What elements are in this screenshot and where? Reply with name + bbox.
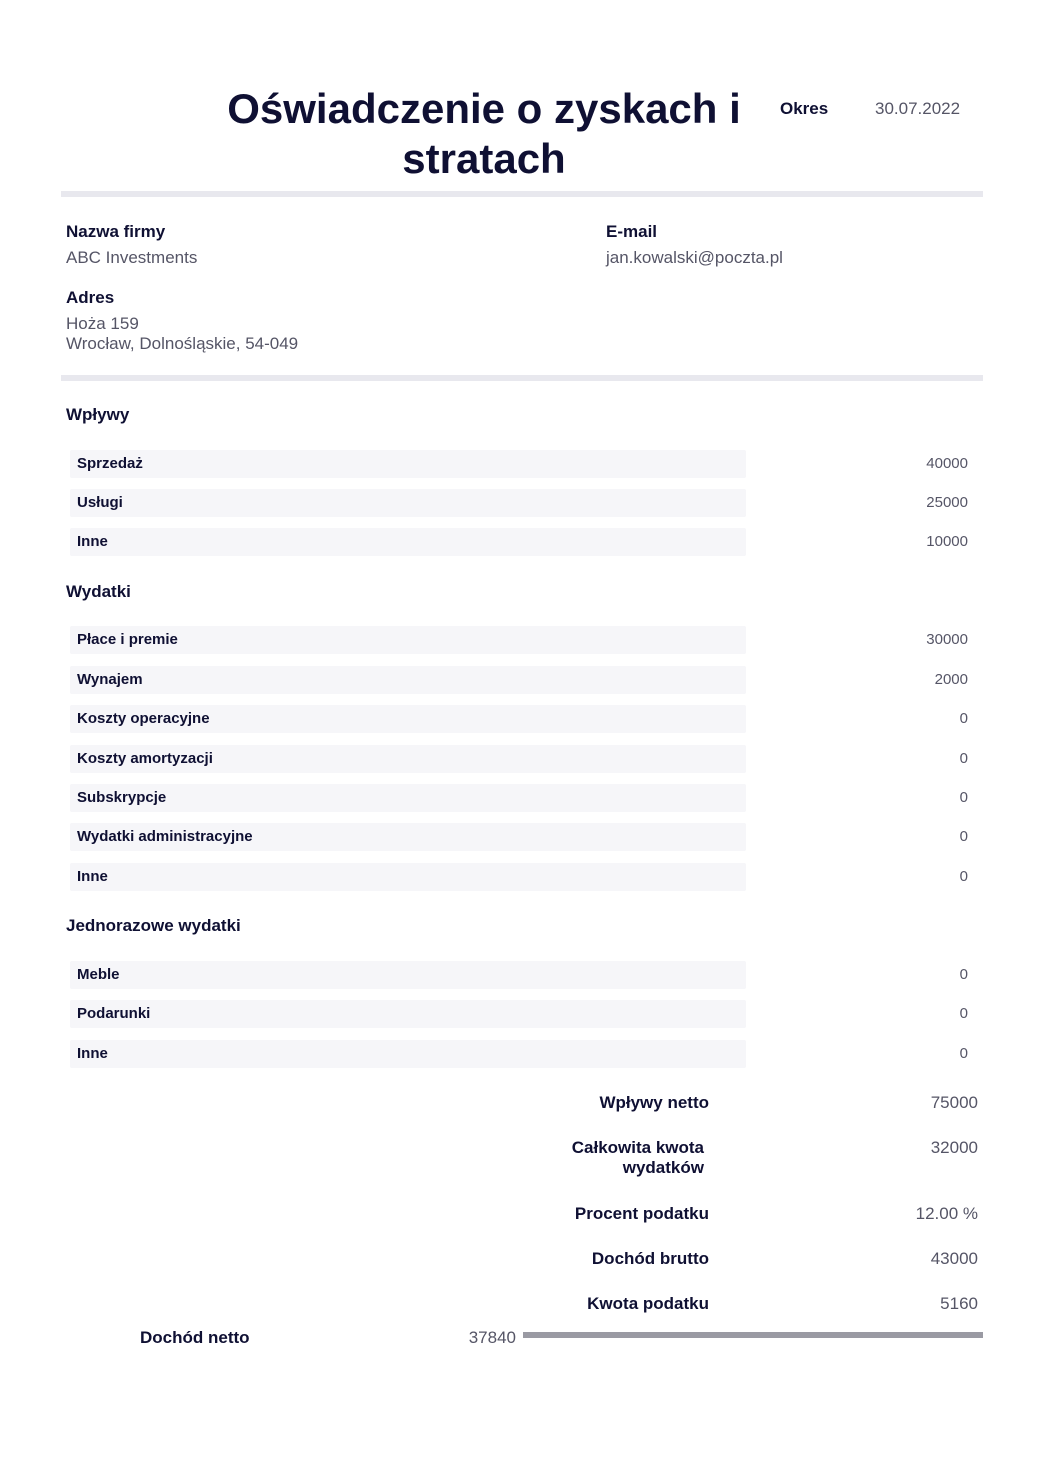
net-income-value: 75000 [930,1093,978,1112]
row-label: Koszty operacyjne [77,710,210,727]
company-divider [61,375,983,381]
period-value: 30.07.2022 [875,99,961,118]
address-line1: Hoża 159 [66,314,139,333]
address-line2: Wrocław, Dolnośląskie, 54-049 [66,334,299,353]
row-value: 0 [959,828,968,845]
gross-income-value: 43000 [930,1249,978,1268]
total-expenses-value: 32000 [930,1138,978,1157]
total-expenses-label-line1: Całkowita kwota [571,1138,704,1157]
period-label: Okres [780,99,829,118]
list-item [70,528,746,556]
row-label: Koszty amortyzacji [77,750,213,767]
one-time-section-title: Jednorazowe wydatki [66,916,241,935]
row-value: 0 [959,1005,968,1022]
list-item [70,489,746,517]
row-value: 0 [959,1045,968,1062]
row-value: 10000 [926,533,968,550]
page-title: Oświadczenie o zyskach i stratach [227,85,741,182]
tax-amount-label: Kwota podatku [587,1294,709,1313]
row-label: Wynajem [77,671,143,688]
company-name-value: ABC Investments [66,248,198,267]
row-label: Sprzedaż [77,455,143,472]
header-divider [61,191,983,197]
list-item [70,1040,746,1068]
net-profit-divider [523,1332,983,1338]
list-item [70,626,746,654]
row-label: Inne [77,533,108,550]
row-value: 0 [959,750,968,767]
row-label: Meble [77,966,120,983]
address-label: Adres [66,288,115,307]
row-label: Inne [77,1045,108,1062]
company-name-label: Nazwa firmy [66,222,166,241]
row-label: Subskrypcje [77,789,167,806]
total-expenses-label-line2: wydatków [622,1158,704,1177]
list-item [70,784,746,812]
expenses-section-title: Wydatki [66,582,131,601]
row-value: 2000 [934,671,968,688]
row-value: 25000 [926,494,968,511]
email-label: E-mail [606,222,658,241]
list-item [70,823,746,851]
row-value: 40000 [926,455,968,472]
tax-amount-value: 5160 [940,1294,978,1313]
row-label: Inne [77,868,108,885]
row-value: 0 [959,789,968,806]
list-item [70,1000,746,1028]
row-label: Płace i premie [77,631,178,648]
list-item [70,666,746,694]
list-item [70,450,746,478]
net-profit-value: 37840 [468,1328,516,1347]
row-value: 0 [959,710,968,727]
tax-percent-value: 12.00 % [915,1204,978,1223]
total-expenses-label [548,1138,704,1178]
row-value: 0 [959,868,968,885]
email-value: jan.kowalski@poczta.pl [606,248,783,267]
row-value: 0 [959,966,968,983]
net-income-label: Wpływy netto [599,1093,709,1112]
row-label: Wydatki administracyjne [77,828,253,845]
list-item [70,863,746,891]
list-item [70,745,746,773]
row-label: Podarunki [77,1005,151,1022]
tax-percent-label: Procent podatku [574,1204,709,1223]
row-value: 30000 [926,631,968,648]
income-section-title: Wpływy [66,405,130,424]
gross-income-label: Dochód brutto [591,1249,709,1268]
list-item [70,705,746,733]
net-profit-label: Dochód netto [140,1328,250,1347]
row-label: Usługi [77,494,123,511]
list-item [70,961,746,989]
